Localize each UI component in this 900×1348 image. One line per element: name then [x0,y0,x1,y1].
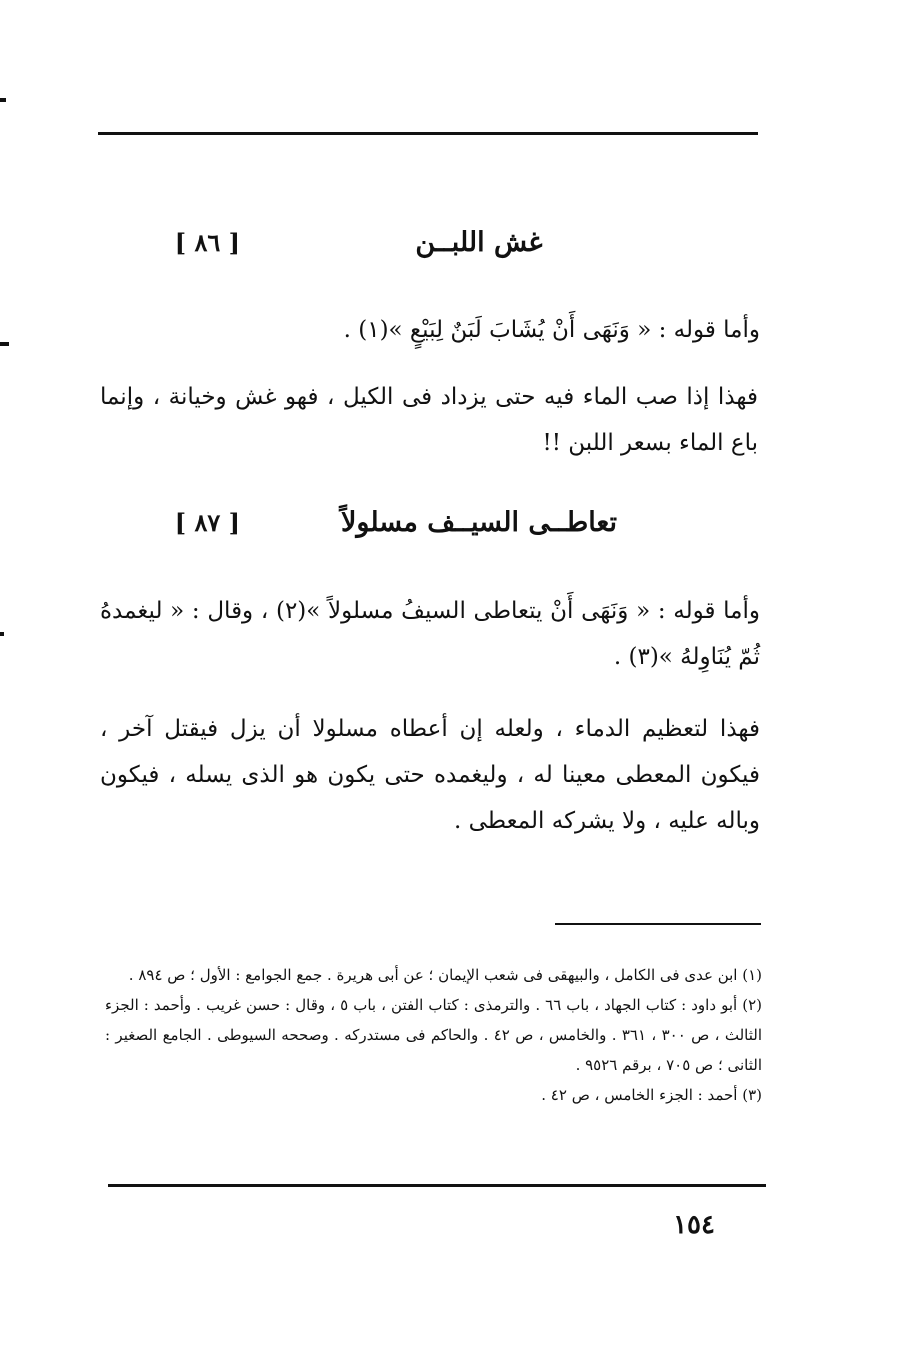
footer-rule [108,1184,766,1187]
header-rule [98,132,758,135]
footnote-rule [555,923,761,925]
footnote-2: (٢) أبو داود : كتاب الجهاد ، باب ٦٦ . والترمذى : كتاب الفتن ، باب ٥ ، وقال : حسن غريب . وأحمد : الجزء الثالث ، ص ٣٠٠ ، ٣٦١ . والخامس ، ص ٤٢ . والحاكم فى مستدركه . وصححه السيوطى . الجامع الصغير : الثانى ؛ ص ٧٠٥ ، برقم ٩٥٢٦ . [105,996,762,1074]
section-86-heading [140,222,758,262]
footnotes [105,960,762,1110]
section-87-commentary: فهذا لتعظيم الدماء ، ولعله إن أعطاه مسلولا أن يزل فيقتل آخر ، فيكون المعطى معينا له ، وليغمده حتى يكون هو الذى يسله ، فيكون وباله عليه ، ولا يشركه المعطى . [100,716,760,834]
section-number: [ ٨٧ ] [174,507,240,537]
scan-mark [0,632,4,636]
scan-mark [0,98,6,102]
section-number: [ ٨٦ ] [174,227,240,257]
section-87-quote: وأما قوله : « وَنَهَى أَنْ يتعاطى السيفُ مسلولاً »(٢) ، وقال : « ليغمدهُ ثُمّ يُنَاوِلهُ »(٣) . [100,598,760,670]
section-87-heading [140,502,758,542]
section-86-commentary: فهذا إذا صب الماء فيه حتى يزداد فى الكيل ، فهو غش وخيانة ، وإنما باع الماء بسعر اللبن !! [100,384,758,456]
section-title: غش اللبــن [415,226,543,258]
footnote-1: (١) ابن عدى فى الكامل ، والبيهقى فى شعب الإيمان ؛ عن أبى هريرة . جمع الجوامع : الأول ؛ ص ٨٩٤ . [128,966,762,984]
section-title: تعاطــى السيــف مسلولاً [341,506,617,538]
footnote-3: (٣) أحمد : الجزء الخامس ، ص ٤٢ . [541,1086,762,1104]
scan-mark [0,342,9,346]
page-number: ١٥٤ [673,1210,715,1240]
section-86-quote: وأما قوله : « وَنَهَى أَنْ يُشَابَ لَبَنٌ لِبَيْعٍ »(١) . [343,317,760,343]
